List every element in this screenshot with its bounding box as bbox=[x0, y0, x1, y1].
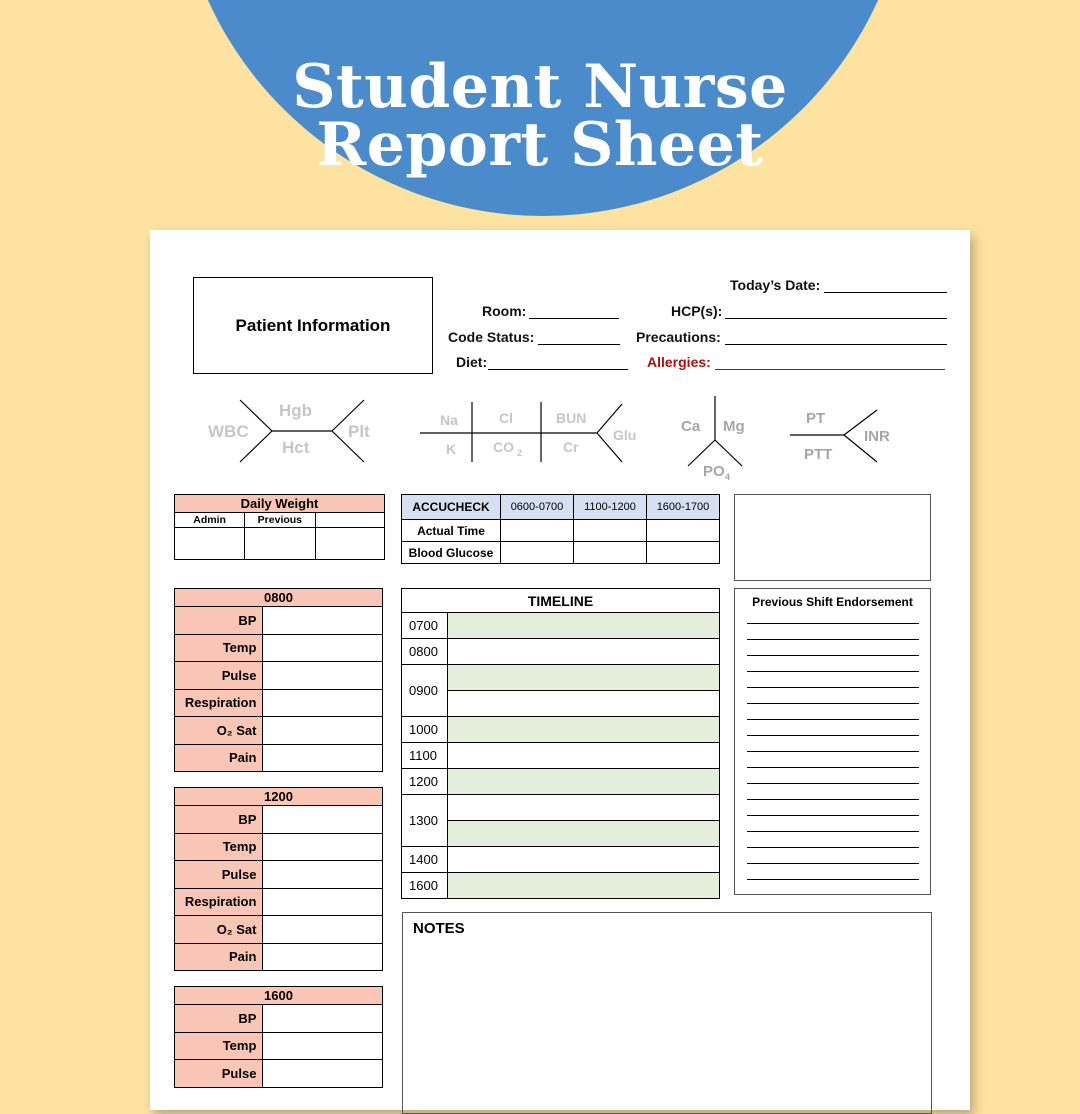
endorsement-line bbox=[747, 847, 919, 848]
patient-information-box: Patient Information bbox=[193, 277, 433, 374]
vitals-table-1200 bbox=[174, 787, 383, 971]
timeline-time: 1300 bbox=[402, 795, 448, 847]
vitals-label: O₂ Sat bbox=[175, 717, 263, 745]
vitals-label: BP bbox=[175, 1005, 263, 1033]
accucheck-table bbox=[401, 494, 720, 564]
endorsement-line bbox=[747, 735, 919, 736]
accucheck-cell[interactable] bbox=[647, 542, 720, 564]
lytes-ca: Ca bbox=[681, 418, 701, 435]
vitals-value-cell[interactable] bbox=[263, 662, 383, 690]
electrolyte-fishbone bbox=[681, 396, 745, 482]
vitals-label: Pain bbox=[175, 943, 263, 971]
bmp-cl: Cl bbox=[499, 410, 513, 426]
vitals-label: Temp bbox=[175, 1032, 263, 1060]
diet-field[interactable] bbox=[488, 355, 628, 370]
bmp-na: Na bbox=[440, 412, 458, 428]
accucheck-cell[interactable] bbox=[501, 520, 574, 542]
report-sheet bbox=[150, 230, 970, 1110]
accucheck-time-2: 1100-1200 bbox=[574, 495, 647, 520]
vitals-label: O₂ Sat bbox=[175, 916, 263, 944]
timeline-time: 1100 bbox=[402, 743, 448, 769]
accucheck-cell[interactable] bbox=[574, 542, 647, 564]
lytes-mg: Mg bbox=[723, 418, 745, 435]
cbc-wbc: WBC bbox=[208, 422, 249, 441]
vitals-value-cell[interactable] bbox=[263, 744, 383, 772]
vitals-label: Pulse bbox=[175, 1060, 263, 1088]
daily-weight-title: Daily Weight bbox=[175, 495, 385, 513]
timeline-time: 1400 bbox=[402, 847, 448, 873]
accucheck-actual-time-label: Actual Time bbox=[402, 520, 501, 542]
endorsement-line bbox=[747, 815, 919, 816]
vitals-value-cell[interactable] bbox=[263, 717, 383, 745]
vitals-label: Pain bbox=[175, 744, 263, 772]
timeline-slot[interactable] bbox=[448, 691, 720, 717]
code-status-field[interactable] bbox=[538, 330, 620, 345]
room-label: Room: bbox=[482, 303, 527, 319]
bmp-cr: Cr bbox=[563, 439, 579, 455]
bmp-glu: Glu bbox=[613, 427, 637, 443]
accucheck-blood-glucose-label: Blood Glucose bbox=[402, 542, 501, 564]
precautions-label: Precautions: bbox=[636, 329, 721, 345]
lytes-po4: PO bbox=[703, 463, 725, 480]
bmp-k: K bbox=[446, 441, 457, 457]
vitals-value-cell[interactable] bbox=[263, 943, 383, 971]
vitals-table-1600 bbox=[174, 986, 383, 1088]
accucheck-title: ACCUCHECK bbox=[402, 495, 501, 520]
coag-inr: INR bbox=[864, 428, 890, 445]
vitals-label: Temp bbox=[175, 833, 263, 861]
vitals-value-cell[interactable] bbox=[263, 1032, 383, 1060]
endorsement-line bbox=[747, 623, 919, 624]
title-line-1: Student Nurse bbox=[292, 52, 788, 122]
daily-weight-previous-cell[interactable] bbox=[245, 528, 315, 560]
todays-date-label: Today’s Date: bbox=[730, 277, 821, 293]
timeline-slot[interactable] bbox=[448, 743, 720, 769]
timeline-table bbox=[401, 588, 720, 899]
lytes-po4-sub: 4 bbox=[725, 472, 731, 482]
accucheck-time-3: 1600-1700 bbox=[647, 495, 720, 520]
hcp-field[interactable] bbox=[725, 304, 947, 319]
coag-pt: PT bbox=[806, 410, 826, 427]
accucheck-cell[interactable] bbox=[501, 542, 574, 564]
timeline-time: 0900 bbox=[402, 665, 448, 717]
vitals-value-cell[interactable] bbox=[263, 634, 383, 662]
timeline-time: 1600 bbox=[402, 873, 448, 899]
timeline-time: 1200 bbox=[402, 769, 448, 795]
vitals-value-cell[interactable] bbox=[263, 888, 383, 916]
notes-title: NOTES bbox=[413, 920, 465, 937]
cbc-hgb: Hgb bbox=[279, 401, 313, 420]
timeline-slot[interactable] bbox=[448, 613, 720, 639]
coag-ptt: PTT bbox=[804, 446, 833, 463]
endorsement-title: Previous Shift Endorsement bbox=[752, 595, 913, 609]
vitals-label: Respiration bbox=[175, 888, 263, 916]
bmp-bun: BUN bbox=[556, 410, 587, 426]
precautions-field[interactable] bbox=[725, 330, 947, 345]
vitals-table-0800 bbox=[174, 588, 383, 772]
code-status-label: Code Status: bbox=[448, 329, 535, 345]
cbc-hct: Hct bbox=[282, 438, 310, 457]
vitals-value-cell[interactable] bbox=[263, 861, 383, 889]
allergies-label: Allergies: bbox=[647, 354, 711, 370]
endorsement-line bbox=[747, 671, 919, 672]
timeline-time: 0800 bbox=[402, 639, 448, 665]
diet-label: Diet: bbox=[456, 354, 488, 370]
vitals-label: BP bbox=[175, 806, 263, 834]
timeline-title: TIMELINE bbox=[402, 589, 720, 613]
endorsement-line bbox=[747, 767, 919, 768]
vitals-label: Temp bbox=[175, 634, 263, 662]
timeline-slot[interactable] bbox=[448, 847, 720, 873]
coag-fishbone bbox=[790, 410, 890, 463]
title-line-2: Report Sheet bbox=[316, 110, 764, 180]
cbc-plt: Plt bbox=[348, 422, 370, 441]
timeline-time: 1000 bbox=[402, 717, 448, 743]
lab-diagrams bbox=[150, 390, 970, 485]
daily-weight-blank-header bbox=[315, 513, 384, 528]
accucheck-cell[interactable] bbox=[647, 520, 720, 542]
daily-weight-table bbox=[174, 494, 385, 560]
cbc-fishbone bbox=[208, 400, 370, 462]
vitals-value-cell[interactable] bbox=[263, 1060, 383, 1088]
endorsement-line bbox=[747, 799, 919, 800]
vitals-value-cell[interactable] bbox=[263, 916, 383, 944]
endorsement-line bbox=[747, 703, 919, 704]
vitals-label: Pulse bbox=[175, 662, 263, 690]
endorsement-line bbox=[747, 719, 919, 720]
endorsement-line bbox=[747, 863, 919, 864]
vitals-value-cell[interactable] bbox=[263, 833, 383, 861]
bmp-co2-sub: 2 bbox=[517, 448, 523, 458]
timeline-slot[interactable] bbox=[448, 639, 720, 665]
vitals-label: BP bbox=[175, 607, 263, 635]
daily-weight-admin-header: Admin bbox=[175, 513, 245, 528]
vitals-value-cell[interactable] bbox=[263, 689, 383, 717]
daily-weight-blank-cell[interactable] bbox=[315, 528, 384, 560]
vitals-time-header: 1200 bbox=[175, 788, 383, 806]
vitals-value-cell[interactable] bbox=[263, 806, 383, 834]
vitals-time-header: 1600 bbox=[175, 987, 383, 1005]
daily-weight-previous-header: Previous bbox=[245, 513, 315, 528]
timeline-time: 0700 bbox=[402, 613, 448, 639]
accucheck-time-1: 0600-0700 bbox=[501, 495, 574, 520]
vitals-time-header: 0800 bbox=[175, 589, 383, 607]
accucheck-cell[interactable] bbox=[574, 520, 647, 542]
timeline-slot[interactable] bbox=[448, 717, 720, 743]
endorsement-line bbox=[747, 831, 919, 832]
endorsement-line bbox=[747, 655, 919, 656]
room-field[interactable] bbox=[529, 304, 619, 319]
timeline-slot[interactable] bbox=[448, 795, 720, 821]
todays-date-field[interactable] bbox=[824, 278, 947, 293]
endorsement-box[interactable] bbox=[734, 588, 931, 895]
timeline-slot[interactable] bbox=[448, 821, 720, 847]
vitals-label: Pulse bbox=[175, 861, 263, 889]
endorsement-line bbox=[747, 751, 919, 752]
endorsement-line bbox=[747, 639, 919, 640]
timeline-slot[interactable] bbox=[448, 665, 720, 691]
notes-box[interactable] bbox=[402, 912, 932, 1114]
vitals-label: Respiration bbox=[175, 689, 263, 717]
allergies-field[interactable] bbox=[715, 355, 945, 370]
vitals-value-cell[interactable] bbox=[263, 607, 383, 635]
blank-box[interactable] bbox=[734, 494, 931, 581]
endorsement-line bbox=[747, 879, 919, 880]
timeline-slot[interactable] bbox=[448, 769, 720, 795]
vitals-value-cell[interactable] bbox=[263, 1005, 383, 1033]
endorsement-line bbox=[747, 783, 919, 784]
timeline-slot[interactable] bbox=[448, 873, 720, 899]
endorsement-line bbox=[747, 687, 919, 688]
bmp-fishbone bbox=[420, 402, 636, 462]
bmp-co2: CO bbox=[493, 439, 514, 455]
daily-weight-admin-cell[interactable] bbox=[175, 528, 245, 560]
hcp-label: HCP(s): bbox=[671, 303, 723, 319]
